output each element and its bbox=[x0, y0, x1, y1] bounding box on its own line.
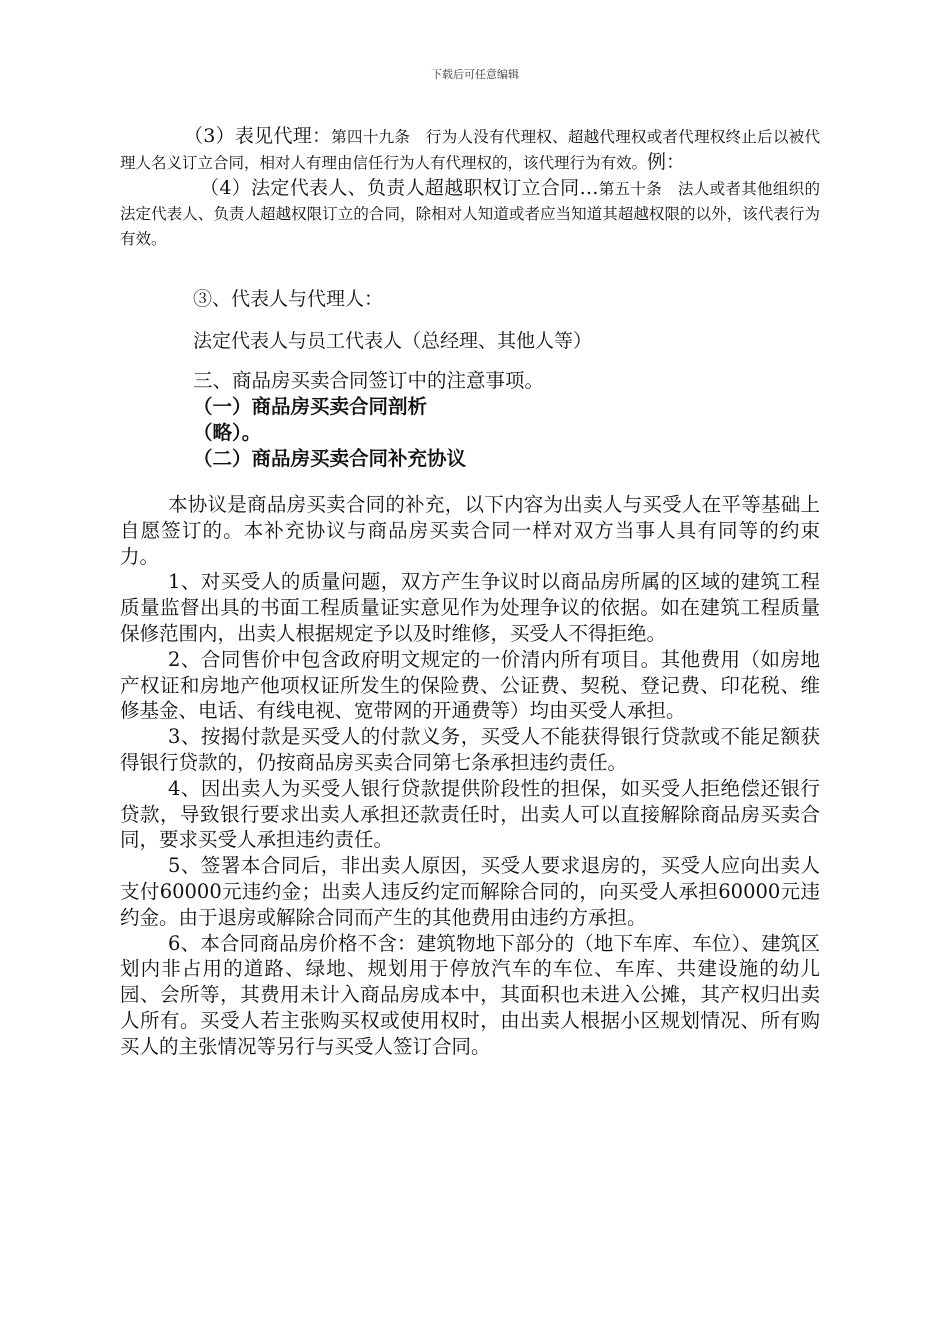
apparent-agency-heading: （3）表见代理： bbox=[184, 125, 332, 147]
apparent-agency-paragraph bbox=[120, 124, 820, 176]
subheading-analysis: （一）商品房买卖合同剖析 bbox=[193, 395, 428, 418]
page-header: 下载后可任意编辑 bbox=[431, 68, 519, 81]
apparent-agency-section bbox=[120, 124, 820, 252]
article-50-text: 第五十条 法人或者其他组织的法定代表人、负责人超越权限订立的合同，除相对人知道或者应当知道其超越权限的以外，该代表行为有效。 bbox=[120, 180, 820, 248]
agreement-clause-3: 3、按揭付款是买受人的付款义务，买受人不能获得银行贷款或不能足额获得银行贷款的，仍按商品房买卖合同第七条承担违约责任。 bbox=[120, 725, 820, 774]
representative-section bbox=[120, 282, 820, 358]
representative-title: ③、代表人与代理人： bbox=[193, 288, 384, 310]
agreement-clause-1: 1、对买受人的质量问题，双方产生争议时以商品房所属的区域的建筑工程质量监督出具的书面工程质量证实意见作为处理争议的依据。如在建筑工程质量保修范围内，出卖人根据规定予以及时维修，买受人不得拒绝。 bbox=[120, 570, 820, 645]
agreement-intro: 本协议是商品房买卖合同的补充，以下内容为出卖人与买受人在平等基础上自愿签订的。本补充协议与商品房买卖合同一样对双方当事人具有同等的约束力。 bbox=[120, 493, 820, 568]
subheading-supplementary-agreement: （二）商品房买卖合同补充协议 bbox=[193, 447, 467, 470]
agreement-clause-6: 6、本合同商品房价格不含：建筑物地下部分的（地下车库、车位）、建筑区划内非占用的道路、绿地、规划用于停放汽车的车位、车库、共建设施的幼儿园、会所等，其费用未计入商品房成本中，其面积也未进入公摊，其产权归出卖人所有。买受人若主张购买权或使用权时，由出卖人根据小区规划情况、所有购买人的主张情况等另行与买受人签订合同。 bbox=[120, 931, 820, 1058]
example-label: 例： bbox=[647, 151, 686, 173]
supplementary-agreement-body bbox=[120, 492, 820, 1060]
legal-representative-paragraph bbox=[120, 176, 820, 252]
ellipsis: … bbox=[579, 177, 599, 199]
agreement-clause-5: 5、签署本合同后，非出卖人原因，买受人要求退房的，买受人应向出卖人支付60000元违约金；出卖人违反约定而解除合同的，向买受人承担60000元违约金。由于退房或解除合同而产生的其他费用由违约方承担。 bbox=[120, 854, 820, 929]
section-heading: 三、商品房买卖合同签订中的注意事项。 bbox=[193, 369, 545, 392]
agreement-clause-4: 4、因出卖人为买受人银行贷款提供阶段性的担保，如买受人拒绝偿还银行贷款，导致银行要求出卖人承担还款责任时，出卖人可以直接解除商品房买卖合同，要求买受人承担违约责任。 bbox=[120, 776, 820, 852]
article-49-text: 第四十九条 行为人没有代理权、超越代理权或者代理权终止后以被代理人名义订立合同，相对人有理由信任行为人有代理权的，该代理行为有效。 bbox=[120, 128, 820, 172]
agreement-clause-2: 2、合同售价中包含政府明文规定的一价清内所有项目。其他费用（如房地产权证和房地产他项权证所发生的保险费、公证费、契税、登记费、印花税、维修基金、电话、有线电视、宽带网的开通费等）均由买受人承担。 bbox=[120, 647, 820, 723]
legal-representative-heading: （4）法定代表人、负责人超越职权订立合同 bbox=[200, 177, 580, 199]
representative-body: 法定代表人与员工代表人（总经理、其他人等） bbox=[193, 330, 593, 352]
omitted-note: （略）。 bbox=[193, 421, 262, 444]
notes-section bbox=[120, 368, 820, 472]
